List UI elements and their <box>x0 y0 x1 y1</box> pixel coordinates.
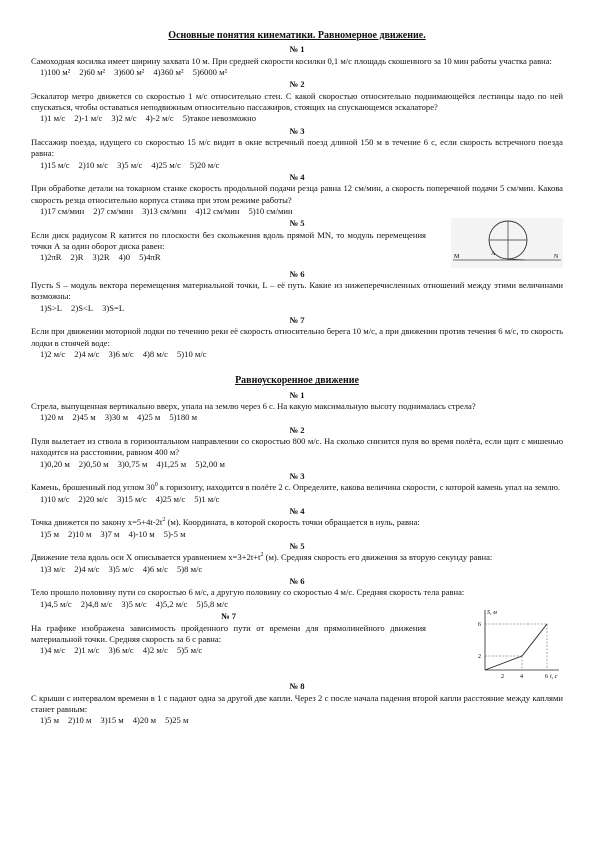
problem-text: При обработке детали на токарном станке скорость продольной подачи резца равна 12 см/мин, а скорость поперечной подачи 5 см/мин. Какова скорость резца относительно корпуса станка при этом режиме работы? <box>31 183 563 205</box>
problem-1-2 <box>31 79 563 124</box>
problem-text: Самоходная косилка имеет ширину захвата 10 м. При средней скорости косилки 0,1 м/с площадь скошенного за 10 мин работы участка равна: <box>31 55 552 66</box>
answer-option: 2)7 см/мин <box>93 206 134 216</box>
answer-option: 3)6 м/с <box>108 349 134 360</box>
answer-option: 5)-5 м <box>163 528 186 539</box>
problem-number: № 4 <box>289 171 305 182</box>
point-a-label: A <box>491 250 496 257</box>
problem-text: Эскалатор метро движется со скоростью 1 м/с относительно стен. С какой скоростью относительно поднимающейся лестницы надо по ней спускаться, чтобы оставаться неподвижным относительно пассажиров, стоящих на спускающемся эскалаторе? <box>31 90 563 112</box>
problem-text: Пассажир поезда, идущего со скоростью 15 м/с видит в окне встречный поезд длиной 150 м в течение 6 с, если скорость встречного поезда равна: <box>31 136 563 159</box>
answer-option: 2)10 м <box>68 528 92 539</box>
problem-text-part: к горизонту, находится в полёте 2 с. Определите, какова величина скорости, с которой камень упал на землю. <box>157 482 561 493</box>
problem-text: Стрела, выпущенная вертикально вверх, упала на землю через 6 с. На какую максимальную высоту поднималась стрела? <box>31 400 476 411</box>
problem-2-5 <box>31 541 563 575</box>
problem-number: № 3 <box>289 125 305 136</box>
answer-option: 1)2 м/с <box>40 349 66 360</box>
answer-option: 1)5 м <box>40 715 60 726</box>
answer-option: 3)5 м/с <box>117 159 143 170</box>
answer-options <box>40 349 563 360</box>
answer-option: 1)2πR <box>40 252 62 263</box>
problem-text-superscript: 2 <box>162 517 166 524</box>
answer-option: 3)600 м² <box>114 66 145 77</box>
y-tick-label: 2 <box>478 654 481 661</box>
answer-option: 1)4,5 м/с <box>40 598 72 609</box>
point-m-label: M <box>454 253 460 260</box>
problem-1-6 <box>31 269 563 314</box>
path-line <box>485 624 547 670</box>
answer-option: 2)4,8 м/с <box>80 598 113 609</box>
answer-options <box>40 494 563 505</box>
answer-option: 3)30 м <box>104 412 129 423</box>
problem-text: На графике изображена зависимость пройденного пути от времени для прямолинейного движения материальной точки. Средняя скорость за 6 с равна: <box>31 622 426 644</box>
answer-option: 5)4πR <box>139 252 161 263</box>
answer-option: 4)360 м² <box>153 66 184 77</box>
answer-option: 3)15 м/с <box>117 493 147 504</box>
answer-option: 4)8 м/с <box>142 349 168 360</box>
answer-option: 2)4 м/с <box>74 349 100 360</box>
answer-option: 4)5,2 м/с <box>155 598 188 609</box>
answer-option: 5)25 м <box>165 715 189 726</box>
answer-option: 3)5 м/с <box>108 563 134 574</box>
problem-1-4 <box>31 172 563 217</box>
answer-option: 3)0,75 м <box>117 458 148 469</box>
section-title: Равноускоренное движение <box>235 375 359 387</box>
answer-option: 5)2,00 м <box>195 458 225 469</box>
answer-option: 2)10 м/с <box>78 159 109 170</box>
problem-2-2 <box>31 425 563 470</box>
problem-number: № 2 <box>289 79 305 90</box>
answer-option: 4)0 <box>118 252 131 263</box>
answer-option: 2)S<L <box>71 302 94 313</box>
problem-number: № 6 <box>289 268 305 279</box>
problem-2-7 <box>31 611 426 656</box>
y-axis-label: S, м <box>487 610 497 617</box>
answer-option: 4)2 м/с <box>142 645 168 656</box>
answer-option: 4)-10 м <box>128 528 155 539</box>
answer-options <box>40 113 563 124</box>
problem-1-5 <box>31 218 563 267</box>
problem-number: № 8 <box>289 681 305 692</box>
problem-text: С крыши с интервалом времени в 1 с падают одна за другой две капли. Через 2 с после начала падения второй капли расстояние между каплями станет равным: <box>31 692 563 714</box>
problem-number: № 7 <box>220 611 237 622</box>
answer-option: 2)R <box>70 252 84 263</box>
page-title: Основные понятия кинематики. Равномерное движение. <box>168 30 426 41</box>
answer-option: 1)S>L <box>40 302 63 313</box>
problem-number: № 1 <box>289 389 305 400</box>
page <box>31 29 563 727</box>
problem-1-1 <box>31 44 563 78</box>
path-time-graph <box>467 606 563 680</box>
answer-option: 1)3 м/с <box>40 563 66 574</box>
answer-option: 5)6000 м² <box>192 66 228 77</box>
problem-1-7 <box>31 315 563 360</box>
problem-text: Если при движении моторной лодки по течению реки её скорость относительно берега 10 м/с, а при движении против течения 6 м/с, то скорость лодки в стоячей воде: <box>31 326 563 348</box>
problem-text-part: Движение тела вдоль оси Х описывается уравнением x=3+2t+t <box>31 552 261 563</box>
x-axis-label: t, c <box>550 674 558 681</box>
answer-option: 2)0,50 м <box>78 458 109 469</box>
problem-2-4 <box>31 506 563 540</box>
problem-text: Если диск радиусом R катится по плоскости без скольжения вдоль прямой MN, то модуль перемещения точки А за один оборот диска равен: <box>31 229 426 252</box>
answer-option: 5)10 см/мин <box>248 206 293 216</box>
problem-text-superscript: 2 <box>260 552 264 559</box>
answer-option: 4)12 см/мин <box>195 206 240 216</box>
answer-option: 5)8 м/с <box>177 563 203 574</box>
answer-option: 3)7 м <box>100 528 120 539</box>
answer-option: 5)180 м <box>169 412 198 423</box>
answer-option: 5)5 м/с <box>177 645 203 656</box>
problem-number: № 5 <box>289 218 305 229</box>
problem-text: Пуля вылетает из ствола в горизонтальном направлении со скоростью 800 м/с. На сколько снизится пуля во время полёта, если щит с мишенью находится на расстоянии, равном 400 м? <box>31 436 563 458</box>
answer-options <box>40 252 426 263</box>
answer-option: 4)25 м/с <box>151 159 181 170</box>
problem-number: № 3 <box>289 471 305 482</box>
problem-2-7-8 <box>31 610 563 726</box>
answer-option: 4)25 м <box>137 412 161 423</box>
answer-option: 1)100 м² <box>40 66 71 77</box>
answer-option: 2)60 м² <box>79 66 106 77</box>
answer-option: 1)0,20 м <box>40 458 70 469</box>
answer-option: 3)2R <box>92 252 110 263</box>
answer-options <box>40 645 426 656</box>
problem-text <box>31 552 563 563</box>
problem-number: № 5 <box>289 541 305 552</box>
problem-number: № 2 <box>289 424 305 435</box>
answer-option: 2)4 м/с <box>74 563 100 574</box>
answer-option: 1)4 м/с <box>40 645 66 656</box>
answer-option: 2)-1 м/с <box>74 113 103 124</box>
problem-2-6 <box>31 576 563 610</box>
answer-option: 2)45 м <box>72 412 96 423</box>
answer-option: 4)1,25 м <box>156 458 187 469</box>
answer-option: 4)6 м/с <box>142 563 168 574</box>
answer-option: 1)20 м <box>40 412 64 423</box>
answer-options <box>40 564 563 575</box>
problem-2-3 <box>31 471 563 505</box>
problem-2-1 <box>31 390 563 424</box>
answer-option: 2)20 м/с <box>78 493 109 504</box>
answer-option: 5)20 м/с <box>189 159 220 170</box>
x-tick-label: 2 <box>501 674 504 681</box>
problem-text <box>31 517 563 528</box>
answer-option: 4)25 м/с <box>155 493 186 504</box>
answer-option: 2)10 м <box>68 715 92 726</box>
problem-number: № 4 <box>289 506 305 517</box>
answer-option: 3)13 см/мин <box>142 206 187 216</box>
answer-option: 4)-2 м/с <box>145 113 174 124</box>
problem-text: Тело прошло половину пути со скоростью 6 м/с, а другую половину со скоростью 4 м/с. Средняя скорость тела равна: <box>31 587 465 598</box>
problem-text-part: (м). Средняя скорость его движения за вторую секунду равна: <box>263 552 493 563</box>
problem-text <box>31 482 563 493</box>
answer-option: 3)2 м/с <box>111 113 137 124</box>
problem-text-superscript: 0 <box>154 482 158 489</box>
x-tick-label: 6 <box>545 674 548 681</box>
answer-option: 5)5,8 м/с <box>196 598 229 609</box>
point-n-label: N <box>554 253 559 260</box>
answer-option: 3)5 м/с <box>121 598 147 609</box>
problem-1-3 <box>31 126 563 171</box>
answer-option: 1)15 м/с <box>40 159 70 170</box>
y-tick-label: 6 <box>478 622 481 629</box>
answer-option: 5)10 м/с <box>177 349 207 360</box>
problem-text-part: Точка движется по закону x=5+4t-2t <box>31 517 163 528</box>
answer-options <box>40 412 563 423</box>
answer-options <box>40 459 563 470</box>
answer-option: 1)17 см/мин <box>40 206 85 216</box>
answer-option: 3)S=L <box>102 302 125 313</box>
answer-option: 1)10 м/с <box>40 493 70 504</box>
answer-option: 5)такое невозможно <box>182 113 256 124</box>
answer-option: 3)6 м/с <box>108 645 134 656</box>
answer-options <box>40 160 563 171</box>
problem-text-part: (м). Координата, в которой скорость точки обращается в нуль, равна: <box>165 517 420 528</box>
answer-options <box>40 715 563 726</box>
answer-options <box>40 303 563 314</box>
answer-options <box>40 67 563 78</box>
answer-options <box>40 529 563 540</box>
answer-options <box>40 206 563 217</box>
answer-option: 5)1 м/с <box>194 493 220 504</box>
rolling-disk-figure <box>451 218 563 268</box>
answer-option: 1)5 м <box>40 528 60 539</box>
figure-background <box>451 218 563 268</box>
problem-number: № 7 <box>289 315 305 326</box>
answer-option: 3)15 м <box>100 715 124 726</box>
answer-option: 4)20 м <box>132 715 157 726</box>
answer-option: 1)1 м/с <box>40 113 66 124</box>
problem-number: № 6 <box>289 576 305 587</box>
problem-number: № 1 <box>289 44 305 55</box>
problem-2-8 <box>31 681 563 726</box>
x-tick-label: 4 <box>520 674 523 681</box>
problem-text-part: Камень, брошенный под углом 30 <box>31 482 155 493</box>
problem-text: Пусть S – модуль вектора перемещения материальной точки, L – её путь. Какие из нижеперечисленных отношений между этими величинами возможны: <box>31 280 563 302</box>
answer-option: 2)1 м/с <box>74 645 100 656</box>
